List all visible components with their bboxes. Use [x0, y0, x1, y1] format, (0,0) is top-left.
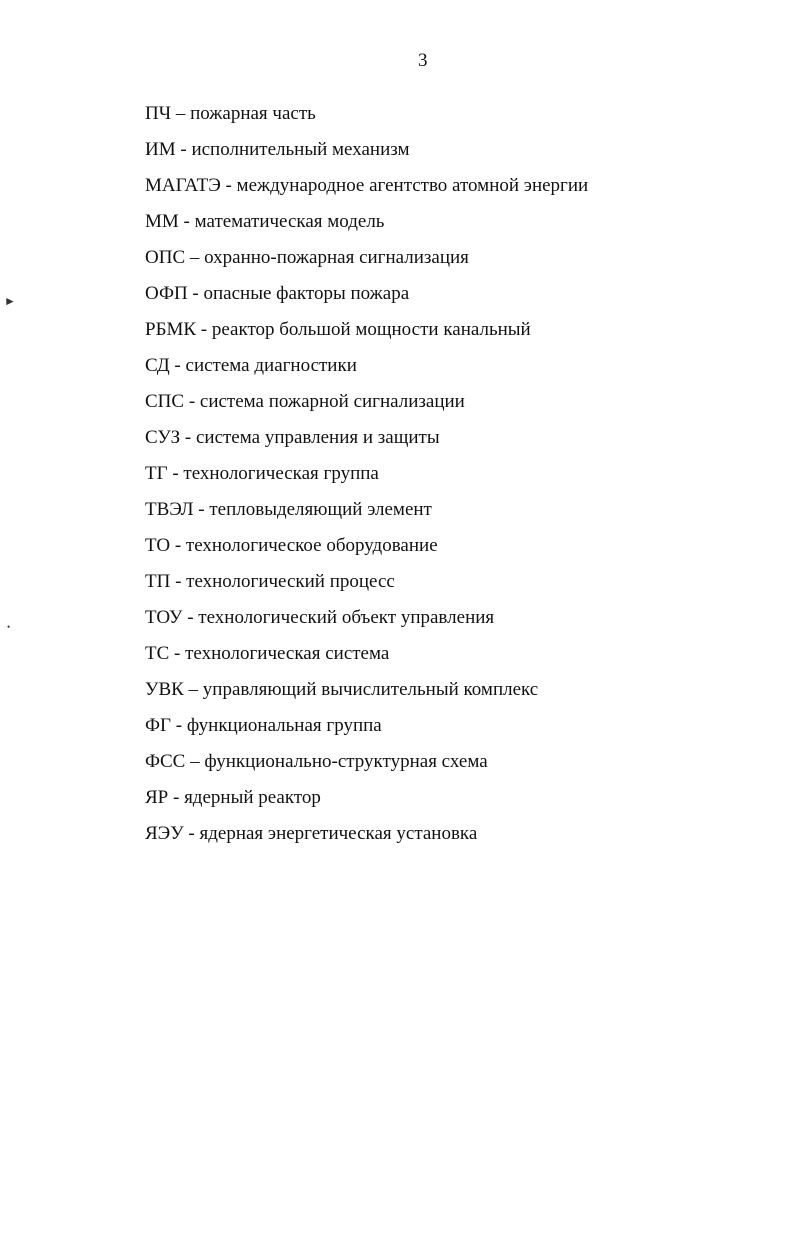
- list-item: МАГАТЭ - международное агентство атомной энергии: [145, 175, 589, 196]
- list-item: ПЧ – пожарная часть: [145, 103, 316, 124]
- list-item: ТП - технологический процесс: [145, 571, 395, 592]
- list-item: ТГ - технологическая группа: [145, 463, 379, 484]
- list-item: СУЗ - система управления и защиты: [145, 427, 440, 448]
- list-item: СПС - система пожарной сигнализации: [145, 391, 465, 412]
- list-item: ОФП - опасные факторы пожара: [145, 283, 410, 304]
- list-item: УВК – управляющий вычислительный комплекс: [145, 679, 539, 700]
- list-item: ФГ - функциональная группа: [145, 715, 382, 736]
- list-item: ИМ - исполнительный механизм: [145, 139, 410, 160]
- list-item: ТОУ - технологический объект управления: [145, 607, 495, 628]
- list-item: ТС - технологическая система: [145, 643, 390, 664]
- list-item: ФСС – функционально-структурная схема: [145, 751, 488, 772]
- list-item: ОПС – охранно-пожарная сигнализация: [145, 247, 469, 268]
- abbreviation-list: [145, 102, 588, 858]
- scan-artifact-mark: •: [7, 622, 11, 632]
- list-item: СД - система диагностики: [145, 355, 357, 376]
- page-number: 3: [418, 50, 428, 71]
- list-item: ТО - технологическое оборудование: [145, 535, 438, 556]
- list-item: ТВЭЛ - тепловыделяющий элемент: [145, 499, 432, 520]
- list-item: ЯЭУ - ядерная энергетическая установка: [145, 823, 478, 844]
- list-item: РБМК - реактор большой мощности канальный: [145, 319, 531, 340]
- list-item: ЯР - ядерный реактор: [145, 787, 321, 808]
- list-item: ММ - математическая модель: [145, 211, 385, 232]
- scan-artifact-mark: ►: [4, 294, 16, 308]
